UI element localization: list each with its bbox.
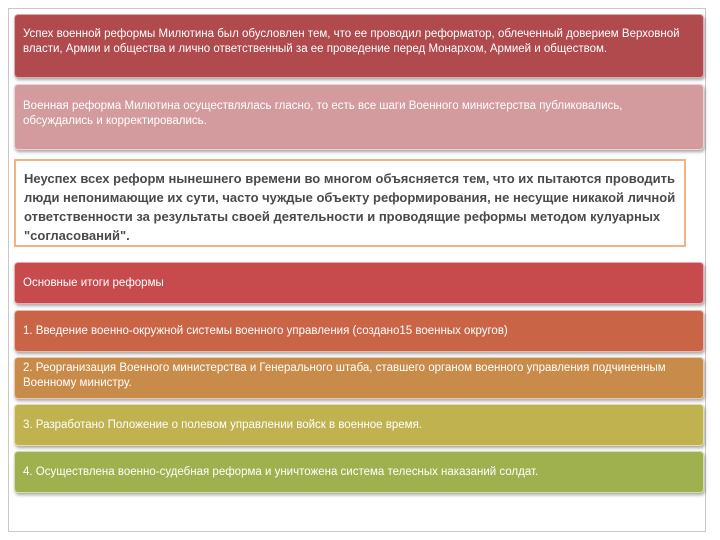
result-item-1 — [14, 310, 704, 352]
result-item-1-text: 1. Введение военно-окружной системы военного управления (создано15 военных округов) — [23, 325, 508, 337]
success-reason-text: Успех военной реформы Милютина был обусловлен тем, что ее проводил реформатор, облеченный доверием Верховной власти, Армии и общества и лично ответственный за ее проведение перед Монархом, Армией и обществом. — [23, 28, 680, 55]
result-item-3-text: 3. Разработано Положение о полевом управлении войск в военное время. — [23, 419, 423, 431]
result-item-2-text: 2. Реорганизация Военного министерства и Генерального штаба, ставшего органом военного управления подчиненным Военному министру. — [23, 362, 666, 389]
publicity-text: Военная реформа Милютина осуществлялась гласно, то есть все шаги Военного министерства публиковались, обсуждались и корректировались. — [23, 100, 623, 127]
failure-reason-block — [14, 159, 686, 247]
success-reason-block — [14, 14, 704, 78]
results-header-block — [14, 262, 704, 304]
result-item-4 — [14, 451, 704, 493]
result-item-4-text: 4. Осуществлена военно-судебная реформа и уничтожена система телесных наказаний солдат. — [23, 466, 539, 478]
failure-reason-text: Неуспех всех реформ нынешнего времени во многом объясняется тем, что их пытаются проводить люди непонимающие их сути, часто чуждые объекту реформирования, не несущие никакой личной ответственности за результаты своей деятельности и проводящие реформы методом кулуарных "согласований". — [24, 171, 676, 243]
result-item-2 — [14, 357, 704, 399]
publicity-block — [14, 84, 704, 150]
result-item-3 — [14, 404, 704, 446]
results-header-text: Основные итоги реформы — [23, 277, 164, 289]
